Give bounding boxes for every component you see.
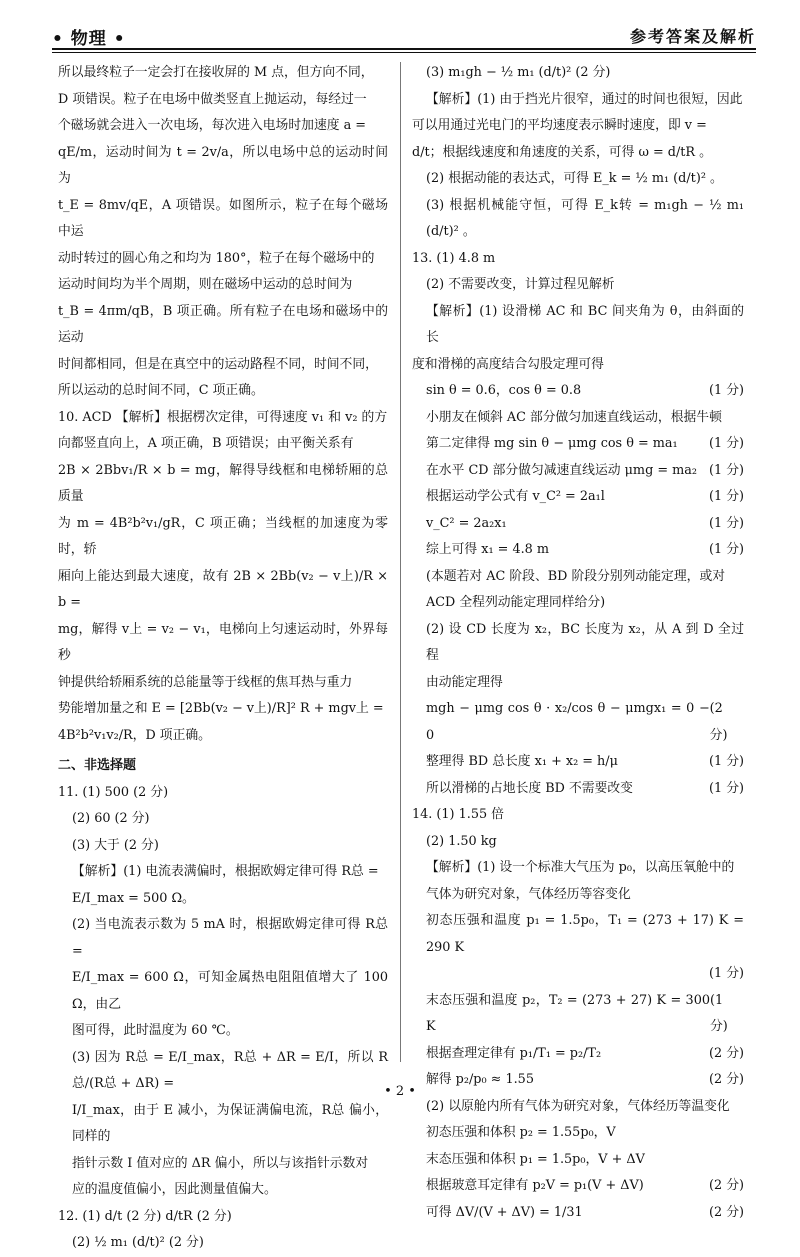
right-line (412, 511, 744, 538)
right-line: (本题若对 AC 阶段、BD 阶段分别列动能定理，或对 (426, 568, 726, 584)
header-rule-thin (52, 52, 756, 53)
left-line: 图可得，此时温度为 60 ℃。 (72, 1023, 239, 1038)
left-line: 4B²b²v₁v₂/R，D 项正确。 (58, 727, 211, 743)
score-label: (1 分) (709, 966, 744, 981)
right-line: (2) 设 CD 长度为 x₂，BC 长度为 x₂，从 A 到 D 全过程 (426, 621, 744, 663)
right-line (412, 484, 744, 511)
left-line: (2) ½ m₁ (d/t)² (2 分) (72, 1235, 204, 1250)
right-line: 13. (1) 4.8 m (412, 250, 496, 266)
equation-text: 所以滑梯的占地长度 BD 不需要改变 (426, 780, 633, 796)
score-label: (2 分) (709, 1178, 744, 1193)
score-label: (1 分) (709, 489, 744, 504)
equation-text: 根据运动学公式有 v_C² = 2a₁l (426, 489, 605, 504)
header-title: 参考答案及解析 (629, 27, 756, 46)
score-label: (1 分) (709, 542, 744, 557)
right-line: 小朋友在倾斜 AC 部分做匀加速直线运动，根据牛顿 (426, 409, 722, 425)
right-line (412, 431, 744, 458)
subject-label: • 物理 • (52, 29, 126, 49)
left-line: 个磁场就会进入一次电场，每次进入电场时加速度 a = (58, 118, 367, 133)
right-line (412, 537, 744, 564)
right-line: 14. (1) 1.55 倍 (412, 807, 504, 822)
left-line: E/I_max = 600 Ω，可知金属热电阻阻值增大了 100 Ω，由乙 (72, 970, 388, 1012)
right-line (412, 1041, 744, 1068)
equation-text: 根据玻意耳定律有 p₂V = p₁(V + ΔV) (426, 1178, 644, 1193)
equation-text: 末态压强和温度 p₂，T₂ = (273 + 27) K = 300 K (426, 992, 710, 1034)
left-line: 运动时间均为半个周期，则在磁场中运动的总时间为 (58, 277, 353, 292)
right-line: 末态压强和体积 p₁ = 1.5p₀，V + ΔV (426, 1151, 645, 1167)
score-label: (1 分) (709, 383, 744, 398)
left-line: (2) 当电流表示数为 5 mA 时，根据欧姆定律可得 R总 = (72, 917, 388, 959)
left-line: 时间都相同，但是在真空中的运动路程不同，时间不同， (58, 356, 378, 372)
left-line: 应的温度值偏小，因此测量值偏大。 (72, 1182, 277, 1197)
left-line: I/I_max，由于 E 减小，为保证满偏电流，R总 偏小，同样的 (72, 1102, 388, 1144)
right-line (412, 378, 744, 405)
left-line: qE/m，运动时间为 t = 2v/a，所以电场中总的运动时间为 (58, 144, 388, 186)
score-label: (1 分) (709, 754, 744, 769)
equation-text: sin θ = 0.6，cos θ = 0.8 (426, 383, 582, 398)
left-line: 指针示数 I 值对应的 ΔR 偏小，所以与该指针示数对 (72, 1155, 369, 1171)
score-label: (1 分) (709, 515, 744, 531)
score-label: (1 分) (710, 992, 728, 1034)
score-label: (2 分) (709, 1204, 744, 1220)
left-line: 势能增加量之和 E = [2Bb(v₂ − v上)/R]² R + mgv上 = (58, 701, 384, 716)
score-label: (2 分) (709, 701, 728, 743)
equation-text: 在水平 CD 部分做匀减速直线运动 μmg = ma₂ (426, 462, 698, 478)
right-line: 【解析】(1) 设滑梯 AC 和 BC 间夹角为 θ，由斜面的长 (426, 303, 744, 345)
score-label: (1 分) (709, 780, 744, 796)
right-line: (2) 1.50 kg (426, 833, 497, 849)
equation-text: 可得 ΔV/(V + ΔV) = 1/31 (426, 1204, 583, 1220)
left-line: 向都竖直向上，A 项正确，B 项错误；由平衡关系有 (58, 436, 354, 451)
right-line: 初态压强和体积 p₂ = 1.55p₀，V (426, 1125, 616, 1140)
left-line: 【解析】(1) 电流表满偏时，根据欧姆定律可得 R总 = (72, 864, 379, 879)
right-line (412, 961, 744, 988)
left-line: 12. (1) d/t (2 分) d/tR (2 分) (58, 1208, 232, 1224)
right-line: 气体为研究对象，气体经历等容变化 (426, 886, 631, 902)
right-line: (2) 根据动能的表达式，可得 E_k = ½ m₁ (d/t)² 。 (426, 171, 723, 186)
right-line: 由动能定理得 (426, 674, 503, 690)
score-label: (2 分) (709, 1045, 744, 1061)
equation-text: v_C² = 2a₂x₁ (426, 515, 507, 531)
right-column (412, 60, 744, 1226)
right-line (412, 1200, 744, 1227)
right-line: 初态压强和温度 p₁ = 1.5p₀，T₁ = (273 + 17) K = 290 K (426, 913, 744, 955)
right-line: 【解析】(1) 由于挡光片很窄，通过的时间也很短，因此 (426, 91, 743, 107)
right-line: 【解析】(1) 设一个标准大气压为 p₀，以高压氧舱中的 (426, 860, 735, 875)
left-line: 2B × 2Bbv₁/R × b = mg，解得导线框和电梯轿厢的总质量 (58, 462, 388, 504)
equation-text: 第二定律得 mg sin θ − μmg cos θ = ma₁ (426, 436, 678, 451)
left-line: (2) 60 (2 分) (72, 811, 150, 826)
right-line (412, 458, 744, 485)
right-line (412, 1173, 744, 1200)
left-line: t_B = 4πm/qB，B 项正确。所有粒子在电场和磁场中的运动 (58, 303, 388, 345)
column-divider (400, 62, 401, 1062)
left-line: mg，解得 v上 = v₂ − v₁，电梯向上匀速运动时，外界每秒 (58, 621, 388, 663)
left-line: E/I_max = 500 Ω。 (72, 890, 195, 906)
left-line: (3) 大于 (2 分) (72, 837, 159, 853)
right-line: d/t；根据线速度和角速度的关系，可得 ω = d/tR 。 (412, 144, 712, 160)
left-line: 所以最终粒子一定会打在接收屏的 M 点，但方向不同， (58, 65, 374, 80)
right-line (412, 776, 744, 803)
right-line: (3) m₁gh − ½ m₁ (d/t)² (2 分) (426, 65, 611, 80)
equation-text: 整理得 BD 总长度 x₁ + x₂ = h/μ (426, 754, 618, 769)
left-line: 所以运动的总时间不同，C 项正确。 (58, 383, 264, 398)
left-line: D 项错误。粒子在电场中做类竖直上抛运动，每经过一 (58, 91, 367, 107)
right-line: 度和滑梯的高度结合勾股定理可得 (412, 356, 604, 372)
left-line: 钟提供给轿厢系统的总能量等于线框的焦耳热与重力 (58, 674, 353, 690)
left-line: 动时转过的圆心角之和均为 180°，粒子在每个磁场中的 (58, 250, 375, 266)
left-line: 二、非选择题 (58, 758, 137, 773)
left-line: 11. (1) 500 (2 分) (58, 784, 169, 800)
left-line: 10. ACD 【解析】根据楞次定律，可得速度 v₁ 和 v₂ 的方 (58, 409, 388, 425)
right-line: ACD 全程列动能定理同样给分) (426, 595, 606, 610)
equation-text: mgh − μmg cos θ · x₂/cos θ − μmgx₁ = 0 − 0 (426, 701, 710, 743)
equation-text: 解得 p₂/p₀ ≈ 1.55 (426, 1072, 534, 1087)
right-line: (3) 根据机械能守恒，可得 E_k转 = m₁gh − ½ m₁ (d/t)² 。 (426, 197, 744, 239)
equation-text: 根据查理定律有 p₁/T₁ = p₂/T₂ (426, 1045, 602, 1061)
header-rule (52, 48, 756, 50)
left-line: 厢向上能达到最大速度，故有 2B × 2Bb(v₂ − v上)/R × b = (58, 568, 388, 610)
left-line: 为 m = 4B²b²v₁/gR，C 项正确；当线框的加速度为零时，轿 (58, 515, 388, 557)
score-label: (1 分) (709, 462, 744, 478)
right-line: (2) 不需要改变，计算过程见解析 (426, 277, 615, 292)
score-label: (2 分) (709, 1072, 744, 1087)
left-column (58, 60, 388, 1257)
right-line (412, 749, 744, 776)
equation-text: 综上可得 x₁ = 4.8 m (426, 542, 550, 557)
score-label: (1 分) (709, 436, 744, 451)
left-line: (3) 因为 R总 = E/I_max，R总 + ΔR = E/I，所以 R总/(R总 + ΔR) = (72, 1049, 388, 1091)
right-line: 可以用通过光电门的平均速度表示瞬时速度，即 v = (412, 118, 707, 133)
page-number: • 2 • (384, 1084, 416, 1099)
right-line (412, 988, 744, 1041)
right-line (412, 696, 744, 749)
right-line: (2) 以原舱内所有气体为研究对象，气体经历等温变化 (426, 1098, 730, 1114)
page-header (52, 14, 756, 50)
left-line: t_E = 8mv/qE，A 项错误。如图所示，粒子在每个磁场中运 (58, 197, 388, 239)
